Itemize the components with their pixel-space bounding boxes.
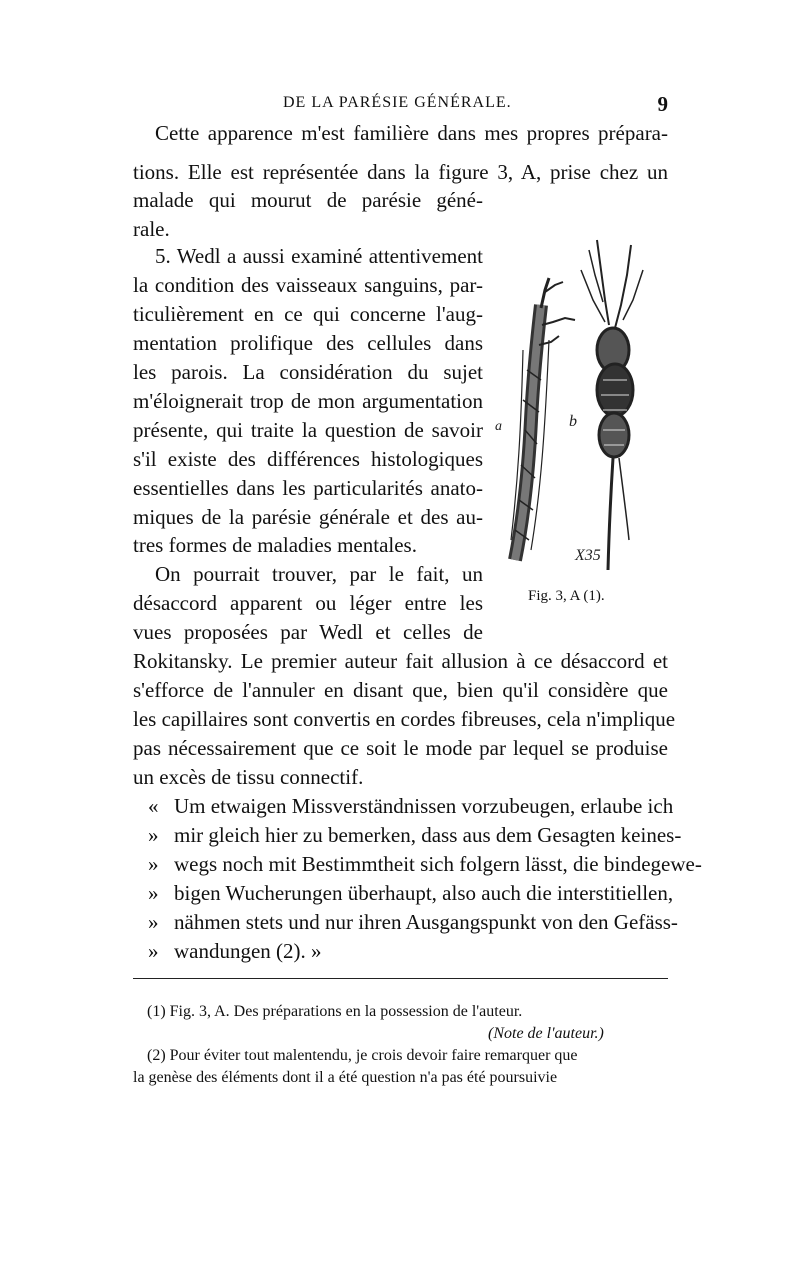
text-line: rale. <box>133 217 170 241</box>
magnification-label: X35 <box>575 547 601 564</box>
text-line: pas nécessairement que ce soit le mode par lequel se produise <box>133 736 668 760</box>
quote-text: nähmen stets und nur ihren Ausgangspunkt von den Gefäss- <box>174 910 678 934</box>
quote-text: Um etwaigen Missverständnissen vorzubeugen, erlaube ich <box>174 794 674 818</box>
text-line: la condition des vaisseaux sanguins, par- <box>133 273 483 297</box>
running-title: DE LA PARÉSIE GÉNÉRALE. <box>283 94 512 111</box>
text-line: vues proposées par Wedl et celles de <box>133 620 483 644</box>
quote-line <box>148 880 674 906</box>
quote-text: wandungen (2). » <box>174 939 322 963</box>
page-number: 9 <box>657 92 668 116</box>
quote-line <box>148 938 668 964</box>
text-line: Cette apparence m'est familière dans mes propres prépara- <box>155 121 668 145</box>
vessel-a-drawing <box>511 278 575 560</box>
text-line: mentation prolifique des cellules dans <box>133 331 483 355</box>
text-line: présente, qui traite la question de savoir <box>133 418 483 442</box>
text-line: s'efforce de l'annuler en disant que, bien qu'il considère que <box>133 678 668 702</box>
text-line: ticulièrement en ce qui concerne l'aug- <box>133 302 483 326</box>
quote-mark: » <box>148 823 159 847</box>
quote-mark: » <box>148 881 159 905</box>
footnote-separator <box>133 978 668 979</box>
quote-line <box>148 909 678 935</box>
text-line: m'éloignerait trop de mon argumentation <box>133 389 483 413</box>
text-line: miques de la parésie générale et des au- <box>133 505 483 529</box>
page-header <box>133 94 668 118</box>
text-line: tions. Elle est représentée dans la figure 3, A, prise chez un <box>133 160 668 184</box>
figure-label-b: b <box>569 413 577 430</box>
footnote-2: (2) Pour éviter tout malentendu, je crois devoir faire remarquer que <box>147 1047 578 1064</box>
text-line: les capillaires sont convertis en cordes fibreuses, cela n'implique <box>133 707 676 731</box>
footnote-2-continued: la genèse des éléments dont il a été question n'a pas été poursuivie <box>133 1069 558 1086</box>
vessel-illustration <box>493 230 673 600</box>
text-line: On pourrait trouver, par le fait, un <box>155 562 483 586</box>
figure-label-a: a <box>495 419 502 434</box>
text-line: tres formes de maladies mentales. <box>133 533 417 557</box>
quote-mark: « <box>148 794 159 818</box>
text-line: s'il existe des différences histologiques <box>133 447 483 471</box>
quote-mark: » <box>148 852 159 876</box>
text-line: les parois. La considération du sujet <box>133 360 483 384</box>
figure-caption: Fig. 3, A (1). <box>528 588 605 604</box>
quote-line <box>148 822 682 848</box>
vessel-b-drawing <box>581 240 643 570</box>
quote-mark: » <box>148 939 159 963</box>
quote-mark: » <box>148 910 159 934</box>
text-line: 5. Wedl a aussi examiné attentivement <box>155 244 483 268</box>
quote-line <box>148 851 702 877</box>
quote-text: mir gleich hier zu bemerken, dass aus dem Gesagten keines- <box>174 823 682 847</box>
text-line: malade qui mourut de parésie géné- <box>133 188 483 212</box>
footnote-1: (1) Fig. 3, A. Des préparations en la possession de l'auteur. <box>147 1003 523 1020</box>
text-line: Rokitansky. Le premier auteur fait allusion à ce désaccord et <box>133 649 668 673</box>
text-line: essentielles dans les particularités anato- <box>133 476 483 500</box>
quote-text: bigen Wucherungen überhaupt, also auch die interstitiellen, <box>174 881 674 905</box>
quote-line <box>148 793 674 819</box>
footnote-1-attribution: (Note de l'auteur.) <box>488 1025 604 1042</box>
figure-3a <box>493 230 673 600</box>
text-line: un excès de tissu connectif. <box>133 765 364 789</box>
quote-text: wegs noch mit Bestimmtheit sich folgern lässt, die bindegewe- <box>174 852 702 876</box>
text-line: désaccord apparent ou léger entre les <box>133 591 483 615</box>
